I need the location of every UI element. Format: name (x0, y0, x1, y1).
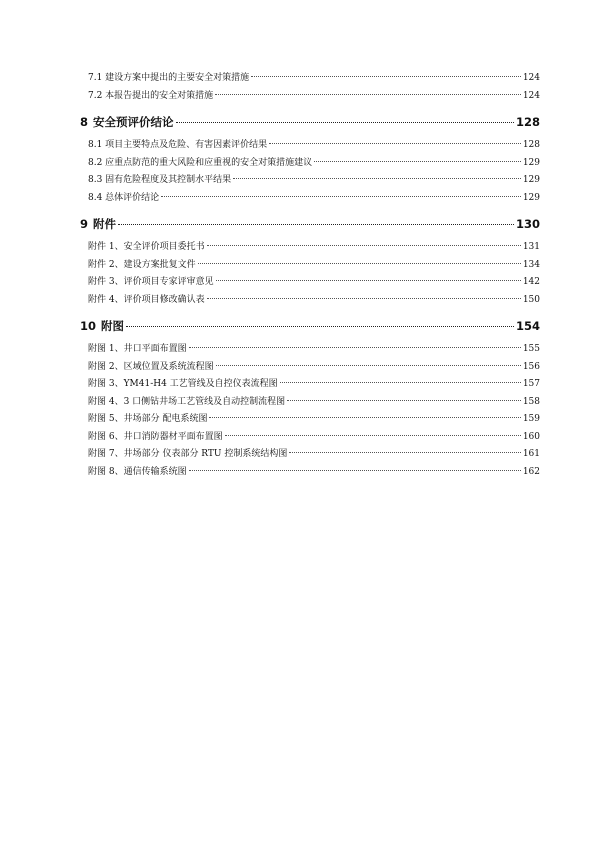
toc-entry-page: 124 (522, 90, 540, 101)
toc-section-heading (80, 109, 174, 135)
dot-leader (269, 143, 521, 144)
toc-entry-page: 156 (522, 361, 540, 372)
toc-section-9[interactable] (80, 211, 540, 237)
dot-leader (216, 365, 521, 366)
toc-entry-page: 150 (522, 294, 540, 305)
toc-entry-page: 160 (522, 431, 540, 442)
toc-section-page: 130 (515, 217, 540, 231)
dot-leader (225, 435, 521, 436)
dot-leader (289, 452, 520, 453)
toc-entry-page: 131 (522, 242, 540, 252)
dot-leader (189, 347, 521, 348)
toc-entry-10-6[interactable] (80, 429, 540, 447)
toc-entry-10-4[interactable] (80, 394, 540, 412)
toc-entry-10-8[interactable] (80, 464, 540, 482)
toc-entry-8-4[interactable] (80, 190, 540, 208)
dot-leader (176, 122, 514, 123)
toc-entry-page: 129 (522, 192, 540, 203)
dot-leader (215, 94, 521, 95)
toc-section-title: 附图 (101, 319, 125, 333)
toc-entry-page: 161 (522, 449, 540, 459)
toc-entry-title: 附图 1、井口平面布置图 (88, 344, 187, 354)
dot-leader (161, 196, 521, 197)
toc-section-8[interactable] (80, 109, 540, 135)
toc-entry-10-5[interactable] (80, 411, 540, 429)
toc-entry-title: 附件 1、安全评价项目委托书 (88, 242, 205, 252)
toc-entry-page: 129 (522, 157, 540, 168)
toc-entry-title: 7.2 本报告提出的安全对策措施 (88, 90, 214, 101)
toc-entry-9-3[interactable] (80, 274, 540, 292)
dot-leader (198, 263, 521, 264)
toc-section-number: 9 (80, 217, 89, 231)
toc-entry-page: 155 (522, 344, 540, 354)
toc-section-number: 8 (80, 115, 89, 129)
toc-section-page: 154 (515, 319, 540, 333)
toc-entry-title: 附件 3、评价项目专家评审意见 (88, 277, 214, 287)
toc-section-title: 附件 (93, 217, 117, 231)
toc-section-title: 安全预评价结论 (93, 115, 174, 129)
toc-entry-title: 7.1 建设方案中提出的主要安全对策措施 (88, 73, 250, 83)
toc-entry-title: 附件 2、建设方案批复文件 (88, 259, 196, 270)
toc-entry-page: 142 (522, 277, 540, 287)
toc-section-10[interactable] (80, 313, 540, 339)
toc-entry-10-2[interactable] (80, 359, 540, 377)
toc-entry-title: 附图 4、3 口侧钻井场工艺管线及自动控制流程图 (88, 396, 286, 407)
toc-entry-page: 128 (522, 140, 540, 150)
dot-leader (209, 417, 520, 418)
toc-entry-title: 附件 4、评价项目修改确认表 (88, 294, 205, 305)
toc-entry-page: 124 (522, 73, 540, 83)
toc-entry-10-1[interactable] (80, 341, 540, 359)
toc-entry-10-3[interactable] (80, 376, 540, 394)
toc-entry-page: 158 (522, 396, 540, 407)
dot-leader (207, 245, 521, 246)
dot-leader (314, 161, 521, 162)
dot-leader (216, 280, 521, 281)
toc-entry-page: 159 (522, 414, 540, 424)
toc-entry-title: 附图 3、YM41-H4 工艺管线及自控仪表流程图 (88, 379, 278, 389)
toc-section-heading (80, 313, 124, 339)
toc-section-heading (80, 211, 116, 237)
toc-entry-page: 134 (522, 259, 540, 270)
toc-entry-page: 157 (522, 379, 540, 389)
dot-leader (233, 178, 521, 179)
toc-entry-title: 8.1 项目主要特点及危险、有害因素评价结果 (88, 140, 268, 150)
toc-entry-9-4[interactable] (80, 292, 540, 310)
toc-entry-page: 162 (522, 466, 540, 477)
toc-entry-title: 附图 2、区域位置及系统流程图 (88, 361, 214, 372)
toc-entry-title: 附图 7、井场部分 仪表部分 RTU 控制系统结构图 (88, 449, 288, 459)
toc-entry-7-1[interactable] (80, 70, 540, 88)
dot-leader (118, 224, 514, 225)
toc-entry-8-1[interactable] (80, 137, 540, 155)
toc-entry-9-2[interactable] (80, 257, 540, 275)
toc-entry-title: 8.3 固有危险程度及其控制水平结果 (88, 175, 232, 185)
toc-entry-8-2[interactable] (80, 155, 540, 173)
dot-leader (280, 382, 521, 383)
toc-entry-title: 8.2 应重点防范的重大风险和应重视的安全对策措施建议 (88, 157, 313, 168)
dot-leader (251, 76, 521, 77)
dot-leader (287, 400, 521, 401)
toc-entry-8-3[interactable] (80, 172, 540, 190)
toc-entry-7-2[interactable] (80, 88, 540, 106)
table-of-contents (80, 70, 540, 481)
dot-leader (189, 470, 521, 471)
toc-section-number: 10 (80, 319, 97, 333)
toc-section-page: 128 (515, 115, 540, 129)
toc-entry-10-7[interactable] (80, 446, 540, 464)
toc-entry-title: 8.4 总体评价结论 (88, 192, 160, 203)
toc-entry-title: 附图 6、井口消防器材平面布置图 (88, 431, 223, 442)
toc-entry-title: 附图 5、井场部分 配电系统图 (88, 414, 208, 424)
dot-leader (207, 298, 521, 299)
toc-entry-page: 129 (522, 175, 540, 185)
toc-entry-9-1[interactable] (80, 239, 540, 257)
dot-leader (126, 326, 514, 327)
toc-entry-title: 附图 8、通信传输系统图 (88, 466, 187, 477)
